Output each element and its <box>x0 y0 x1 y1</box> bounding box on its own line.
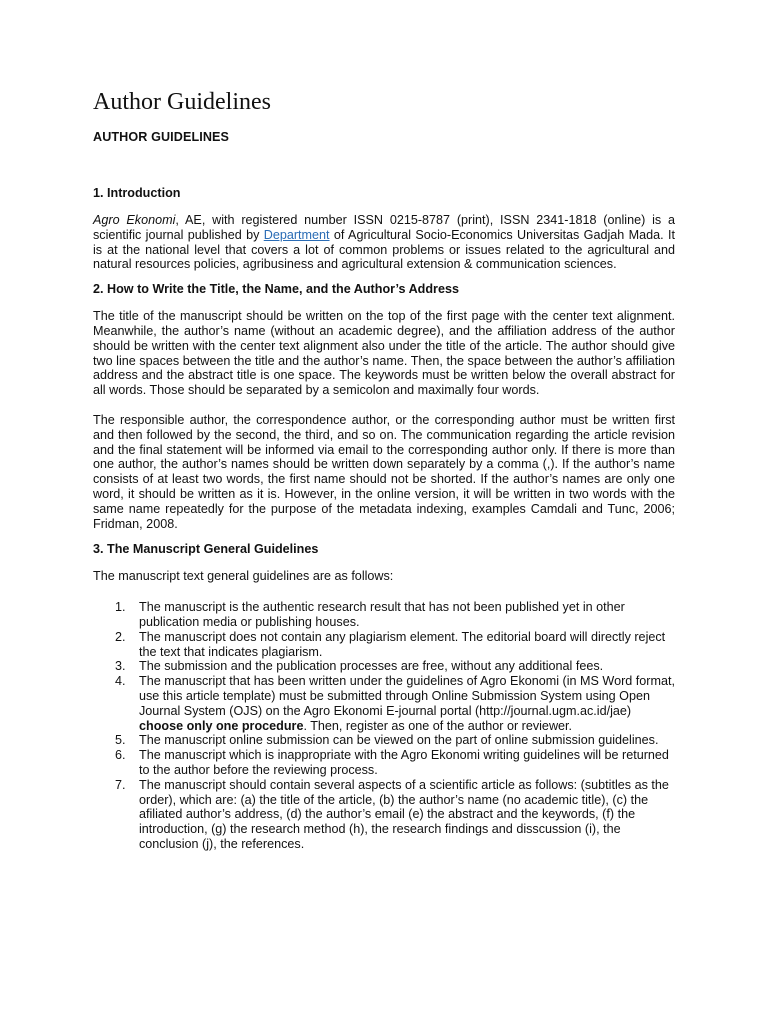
section-1-text-b: of Agricultural Socio-Economics Universitas Gadjah Mada. It is at the national level that covers a lot of common problems or issues related to the agricultural and natural resources policies, agribusiness and agricultural extension & communication sciences. <box>93 227 676 272</box>
list-item: 3. The submission and the publication processes are free, without any additional fees. <box>115 659 604 674</box>
list-item: 1. The manuscript is the authentic research result that has not been published yet in other publication media or publishing houses. <box>115 600 625 629</box>
list-item: 4. The manuscript that has been written under the guidelines of Agro Ekonomi (in MS Word format, use this article template) must be submitted through Online Submission System using Open Journal System (OJS) on the Agro Ekonomi E-journal portal (http://journal.ugm.ac.id/jae) choose only one procedure. Then, register as one of the author or reviewer. <box>115 674 675 733</box>
section-3-intro: The manuscript text general guidelines are as follows: <box>93 569 394 584</box>
bold-phrase: choose only one procedure <box>139 718 304 733</box>
document-subtitle: AUTHOR GUIDELINES <box>93 130 230 144</box>
section-1-heading: 1. Introduction <box>93 186 181 200</box>
list-item: 7. The manuscript should contain several aspects of a scientific article as follows: (subtitles as the order), which are: (a) the title of the article, (b) the author’s name (no academic title), (c) the afiliated author’s address, (d) the author’s email (e) the abstract and the keywords, (f) the introduction, (g) the research method (h), the research findings and disscussion (i), the conclusion (j), the references. <box>115 777 669 851</box>
list-item: 5. The manuscript online submission can be viewed on the part of online submission guidelines. <box>115 733 659 748</box>
section-2-paragraph-2: The responsible author, the correspondence author, or the corresponding author must be written first and then followed by the second, the third, and so on. The communication regarding the article revision and the final statement will be informed via email to the corresponding author only. If there is more than one author, the author’s names should be written down separately by a comma (,). If the author’s name consists of at least two words, the first name should not be shorted. If the author’s names are only one word, it should be written as it is. However, in the online version, it will be written in two words with the same name repeatedly for the purpose of the metadata indexing, examples Camdali and Tunc, 2006; Fridman, 2008. <box>93 412 675 531</box>
document-content <box>93 88 675 852</box>
section-1-text-a: , AE, with registered number ISSN 0215-8787 (print), ISSN 2341-1818 (online) is a scientific journal published by <box>93 213 675 242</box>
list-item: 2. The manuscript does not contain any plagiarism element. The editorial board will directly reject the text that indicates plagiarism. <box>115 629 666 659</box>
department-link[interactable]: Department <box>263 227 330 242</box>
page-title: Author Guidelines <box>93 89 271 115</box>
guidelines-list <box>93 600 675 852</box>
section-3-heading: 3. The Manuscript General Guidelines <box>93 542 319 557</box>
section-1-paragraph <box>93 213 675 272</box>
list-item: 6. The manuscript which is inappropriate with the Agro Ekonomi writing guidelines will be returned to the author before the reviewing process. <box>115 748 669 777</box>
section-2-paragraph-1: The title of the manuscript should be written on the top of the first page with the center text alignment. Meanwhile, the author’s name (without an academic degree), and the affiliation address of the author should be written with the center text alignment also under the title of the article. The author should give two line spaces between the title and the author’s name. Then, the space between the author’s affiliation address and the abstract title is one space. The keywords must be written below the overall abstract for all words. Those should be separated by a semicolon and maximally four words. <box>93 309 675 398</box>
section-2-heading: 2. How to Write the Title, the Name, and the Author’s Address <box>93 282 459 297</box>
journal-name: Agro Ekonomi <box>93 213 176 227</box>
